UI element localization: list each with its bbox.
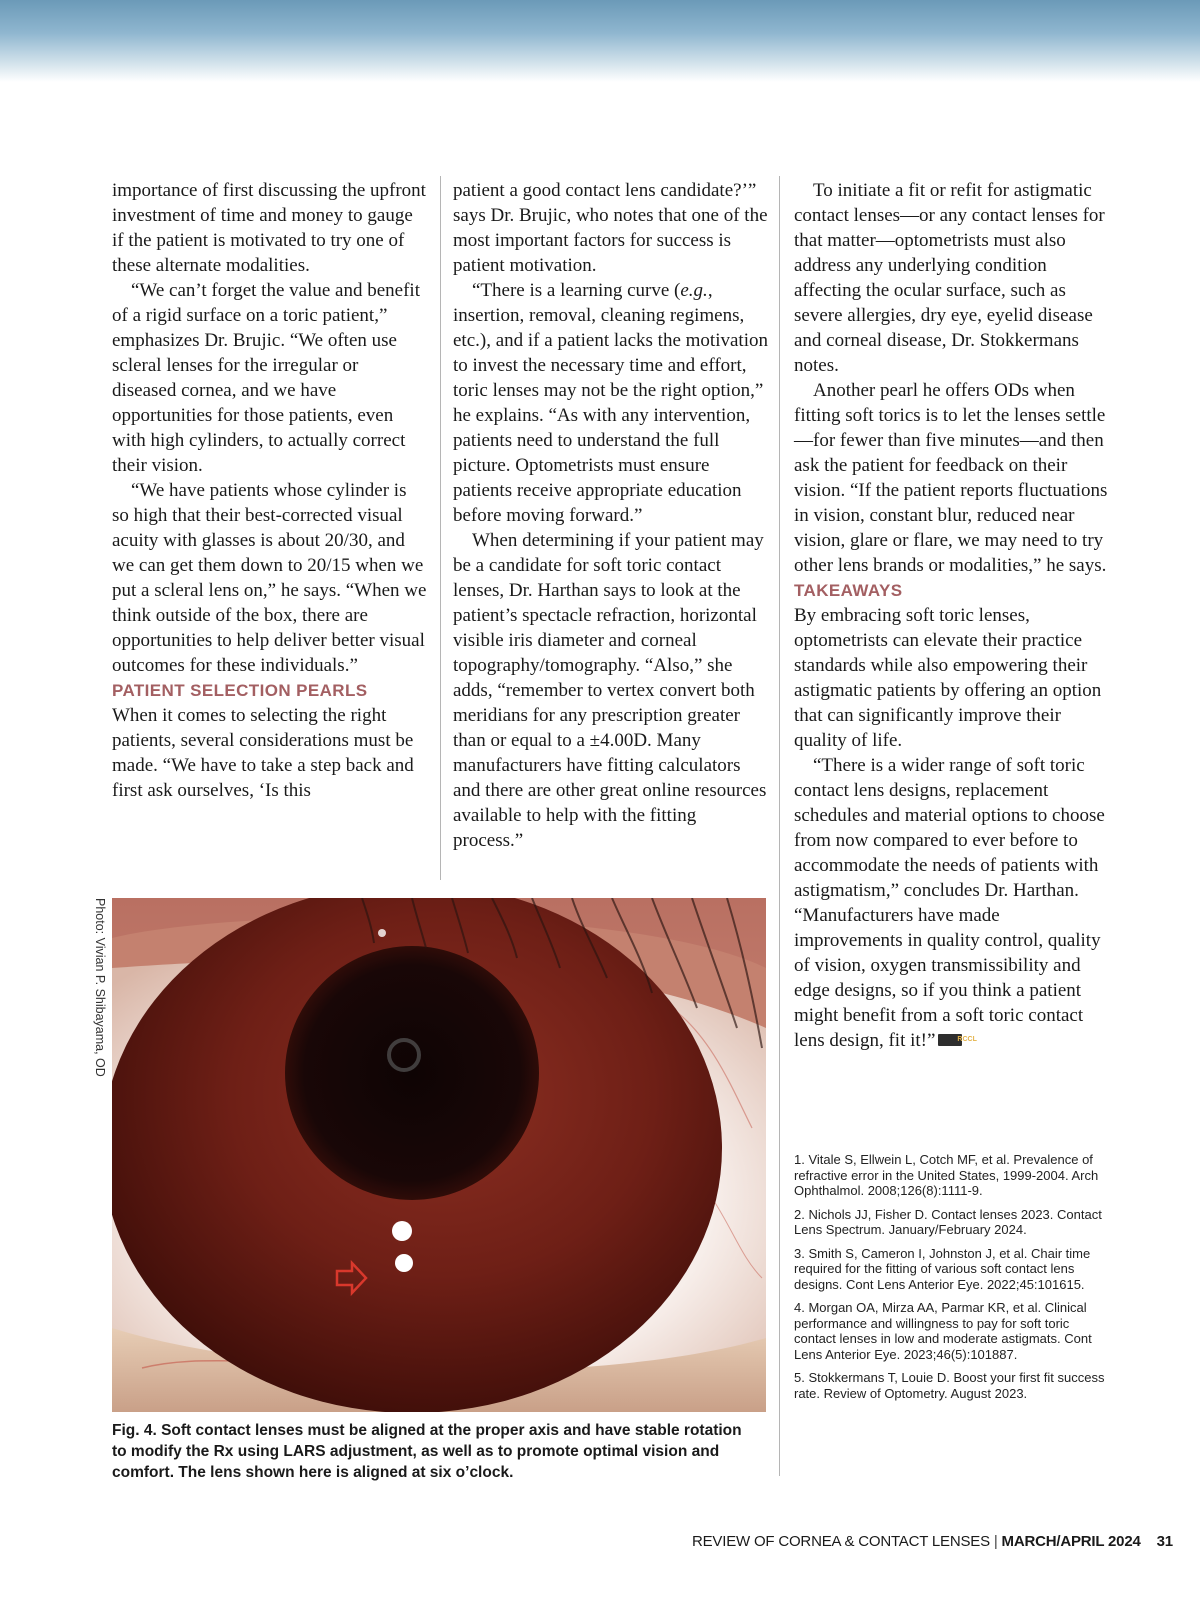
page-footer — [692, 1533, 1173, 1550]
reference-item: 3. Smith S, Cameron I, Johnston J, et al. Chair time required for the fitting of various soft contact lens designs. Cont Lens Anterior Eye. 2022;45:101615. — [794, 1245, 1091, 1292]
figure-caption: Fig. 4. Soft contact lenses must be aligned at the proper axis and have stable rotation to modify the Rx using LARS adjustment, as well as to promote optimal vision and comfort. The lens shown here is aligned at six o’clock. — [112, 1422, 742, 1481]
column-1 — [112, 178, 427, 803]
page-number: 31 — [1156, 1533, 1173, 1550]
col3-paragraph-3: By embracing soft toric lenses, optometrists can elevate their practice standards while also empowering their astigmatic patients by offering an option that can significantly improve their quality of life. — [794, 605, 1102, 751]
col1-paragraph-3: “We have patients whose cylinder is so high that their best-corrected visual acuity with glasses is about 20/30, and we can get them down to 20/15 when we put a scleral lens on,” he says. “When we think outside of the box, there are opportunities to help deliver better visual outcomes for these individuals.” — [112, 480, 427, 676]
column-divider-1 — [440, 176, 441, 880]
reference-item: 5. Stokkermans T, Louie D. Boost your first fit success rate. Review of Optometry. August 2023. — [794, 1370, 1105, 1401]
col2-paragraph-3: When determining if your patient may be a candidate for soft toric contact lenses, Dr. Harthan says to look at the patient’s spectacle refraction, horizontal visible iris diameter and corneal topography/tomography. “Also,” she adds, “remember to vertex convert both meridians for any prescription greater than or equal to a ±4.00D. Many manufacturers have fitting calculators and there are other great online resources available to help with the fitting process.” — [453, 530, 767, 851]
rccl-end-badge: RCCL — [938, 1034, 962, 1046]
column-3 — [794, 178, 1112, 1053]
col1-paragraph-4: When it comes to selecting the right patients, several considerations must be made. “We have to take a step back and first ask ourselves, ‘Is this — [112, 705, 414, 801]
photo-credit: Photo: Vivian P. Shibayama, OD — [93, 898, 107, 1077]
column-2 — [453, 178, 771, 853]
reference-item: 2. Nichols JJ, Fisher D. Contact lenses 2023. Contact Lens Spectrum. January/February 2024. — [794, 1206, 1102, 1237]
col1-paragraph-2: “We can’t forget the value and benefit of a rigid surface on a toric patient,” emphasizes Dr. Brujic. “We often use scleral lenses for the irregular or diseased cornea, and we have opportunities for those patients, even with high cylinders, to actually correct their vision. — [112, 280, 420, 476]
reference-item: 1. Vitale S, Ellwein L, Cotch MF, et al. Prevalence of refractive error in the United States, 1999-2004. Arch Ophthalmol. 2008;126(8):1111-9. — [794, 1152, 1099, 1198]
col3-paragraph-1: To initiate a fit or refit for astigmatic contact lenses—or any contact lenses for that matter—optometrists must also address any underlying condition affecting the ocular surface, such as severe allergies, dry eye, eyelid disease and corneal disease, Dr. Stokkermans notes. — [794, 180, 1105, 376]
eye-illustration — [112, 898, 766, 1412]
column-divider-2 — [779, 176, 780, 1476]
eye-photograph — [112, 898, 766, 1412]
col1-paragraph-1: importance of first discussing the upfront investment of time and money to gauge if the patient is motivated to try one of these alternate modalities. — [112, 180, 426, 276]
footer-publication: REVIEW OF CORNEA & CONTACT LENSES — [692, 1533, 990, 1550]
col3-paragraph-2: Another pearl he offers ODs when fitting soft torics is to let the lenses settle—for fewer than five minutes—and then ask the patient for feedback on their vision. “If the patient reports fluctuations in vision, constant blur, reduced near vision, glare or flare, we may need to try other lens brands or modalities,” he says. — [794, 380, 1108, 576]
top-gradient-band — [0, 0, 1200, 82]
reference-item: 4. Morgan OA, Mirza AA, Parmar KR, et al. Clinical performance and willingness to pay for soft toric contact lenses in low and moderate astigmats. Cont Lens Anterior Eye. 2023;46(5):101887. — [794, 1300, 1092, 1362]
section-heading-takeaways: TAKEAWAYS — [794, 581, 903, 600]
footer-separator: | — [993, 1533, 998, 1550]
col2-paragraph-2: “There is a learning curve (e.g., insertion, removal, cleaning regimens, etc.), and if a patient lacks the motivation to invest the necessary time and effort, toric lenses may not be the right option,” he explains. “As with any intervention, patients need to understand the full picture. Optometrists must ensure patients receive appropriate education before moving forward.” — [453, 280, 768, 526]
footer-issue: MARCH/APRIL 2024 — [1001, 1533, 1141, 1550]
section-heading-patient-selection: PATIENT SELECTION PEARLS — [112, 681, 368, 700]
italic-eg: e.g. — [680, 280, 708, 301]
col3-paragraph-4: “There is a wider range of soft toric contact lens designs, replacement schedules and material options to choose from now compared to ever before to accommodate the needs of patients with astigmatism,” concludes Dr. Harthan. “Manufacturers have made improvements in quality control, quality of vision, oxygen transmissibility and edge designs, so if you think a patient might benefit from a soft toric contact lens design, fit it!” RCCL — [794, 755, 1105, 1051]
col2-paragraph-1: patient a good contact lens candidate?’” says Dr. Brujic, who notes that one of the most important factors for success is patient motivation. — [453, 180, 768, 276]
references-list — [794, 1152, 1110, 1409]
